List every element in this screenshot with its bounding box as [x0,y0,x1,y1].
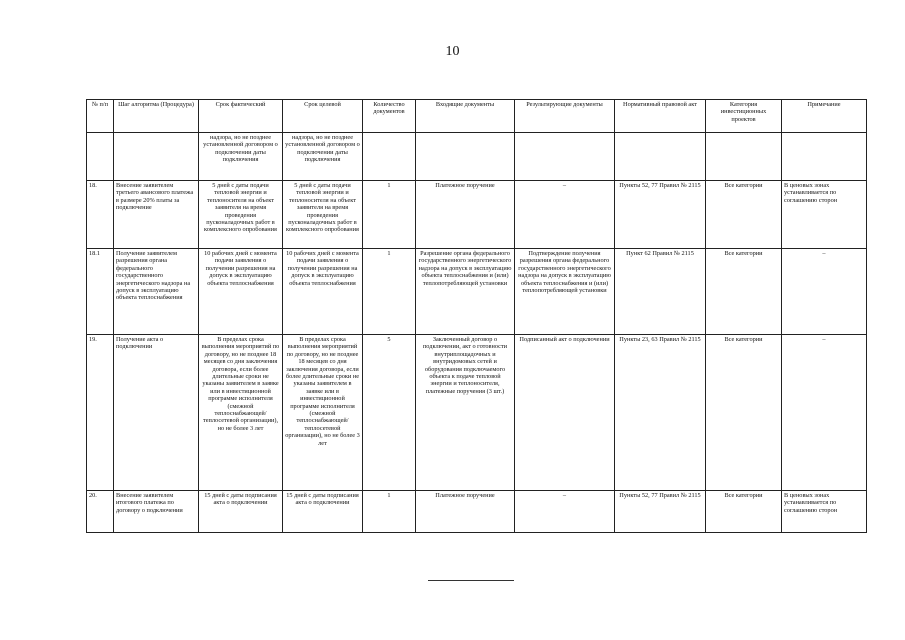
cell-target: 10 рабочих дней с момента подачи заявления о получении разрешения на допуск в эксплуатацию объекта теплоснабжения [283,249,363,335]
col-header-target: Срок целевой [283,100,363,133]
cell-no [87,133,114,181]
cell-result: Подтверждение получения разрешения органа федерального государственного энергетического надзора на допуск в эксплуатацию объекта теплоснабжения и (или) теплопотребляющей установки [515,249,615,335]
cell-note: В ценовых зонах устанавливается по соглашению сторон [782,491,867,533]
cell-count: 1 [363,249,416,335]
cell-target: 15 дней с даты подписания акта о подключении [283,491,363,533]
table-row [87,181,867,249]
cell-act: Пункты 52, 77 Правил № 2115 [615,491,706,533]
col-header-result: Результирующие документы [515,100,615,133]
cell-fact: надзора, но не позднее установленной договором о подключении даты подключения [199,133,283,181]
cell-category: Все категории [706,491,782,533]
cell-result: – [515,181,615,249]
procedure-table [86,99,867,533]
cell-fact: В пределах срока выполнения мероприятий по договору, но не позднее 18 месяцев со дня заключения договора, если более длительные сроки не указаны заявителем в заявке или в инвестиционной программе исполнителя (смежной теплоснабжающей/ теплосетевой организации), но не более 3 лет [199,335,283,491]
cell-note: В ценовых зонах устанавливается по соглашению сторон [782,181,867,249]
cell-no: 18.1 [87,249,114,335]
cell-step: Внесение заявителем итогового платежа по договору о подключении [114,491,199,533]
cell-step: Внесение заявителем третьего авансового платежа в размере 20% платы за подключение [114,181,199,249]
cell-count [363,133,416,181]
cell-fact: 10 рабочих дней с момента подачи заявления о получении разрешения на допуск в эксплуатацию объекта теплоснабжения [199,249,283,335]
cell-step [114,133,199,181]
cell-input: Разрешение органа федерального государственного энергетического надзора на допуск в эксплуатацию объекта теплоснабжения и (или) теплопотребляющей установки [416,249,515,335]
cell-act: Пункты 23, 63 Правил № 2115 [615,335,706,491]
cell-input: Платежное поручение [416,181,515,249]
cell-act: Пункт 62 Правил № 2115 [615,249,706,335]
cell-count: 1 [363,491,416,533]
footer-divider [428,580,514,581]
cell-act [615,133,706,181]
col-header-category: Категория инвестиционных проектов [706,100,782,133]
table-header-row [87,100,867,133]
cell-note [782,133,867,181]
cell-result: Подписанный акт о подключении [515,335,615,491]
cell-input: Заключенный договор о подключении, акт о готовности внутриплощадочных и внутридомовых сетей и оборудования подключаемого объекта к подаче тепловой энергии и теплоносителя, платежные поручения (3 шт.) [416,335,515,491]
cell-category: Все категории [706,181,782,249]
cell-act: Пункты 52, 77 Правил № 2115 [615,181,706,249]
col-header-note: Примечание [782,100,867,133]
table-row [87,335,867,491]
table-row [87,491,867,533]
cell-input [416,133,515,181]
col-header-fact: Срок фактический [199,100,283,133]
col-header-input: Входящие документы [416,100,515,133]
cell-input: Платежное поручение [416,491,515,533]
cell-no: 20. [87,491,114,533]
cell-count: 1 [363,181,416,249]
cell-result: – [515,491,615,533]
table-row [87,249,867,335]
cell-target: надзора, но не позднее установленной договором о подключении даты подключения [283,133,363,181]
cell-fact: 5 дней с даты подачи тепловой энергии и теплоносителя на объект заявителя на время проведения пусконаладочных работ в комплексного опробования [199,181,283,249]
col-header-count: Количество документов [363,100,416,133]
page-number: 10 [445,44,460,59]
cell-category: Все категории [706,335,782,491]
col-header-no: № п/п [87,100,114,133]
cell-result [515,133,615,181]
cell-step: Получение акта о подключении [114,335,199,491]
cell-note: – [782,249,867,335]
cell-target: 5 дней с даты подачи тепловой энергии и теплоносителя на объект заявителя на время проведения пусконаладочных работ в комплексного опробования [283,181,363,249]
col-header-act: Нормативный правовой акт [615,100,706,133]
cell-note: – [782,335,867,491]
table-row [87,133,867,181]
cell-category [706,133,782,181]
cell-fact: 15 дней с даты подписания акта о подключении [199,491,283,533]
cell-target: В пределах срока выполнения мероприятий по договору, но не позднее 18 месяцев со дня заключения договора, если более длительные сроки не указаны заявителем в заявке или в инвестиционной программе исполнителя (смежной теплоснабжающей/ теплосетевой организации), но не более 3 лет [283,335,363,491]
cell-no: 18. [87,181,114,249]
col-header-step: Шаг алгоритма (Процедура) [114,100,199,133]
cell-step: Получение заявителем разрешения органа федерального государственного энергетического надзора на допуск в эксплуатацию объекта теплоснабжения [114,249,199,335]
cell-count: 5 [363,335,416,491]
cell-category: Все категории [706,249,782,335]
cell-no: 19. [87,335,114,491]
